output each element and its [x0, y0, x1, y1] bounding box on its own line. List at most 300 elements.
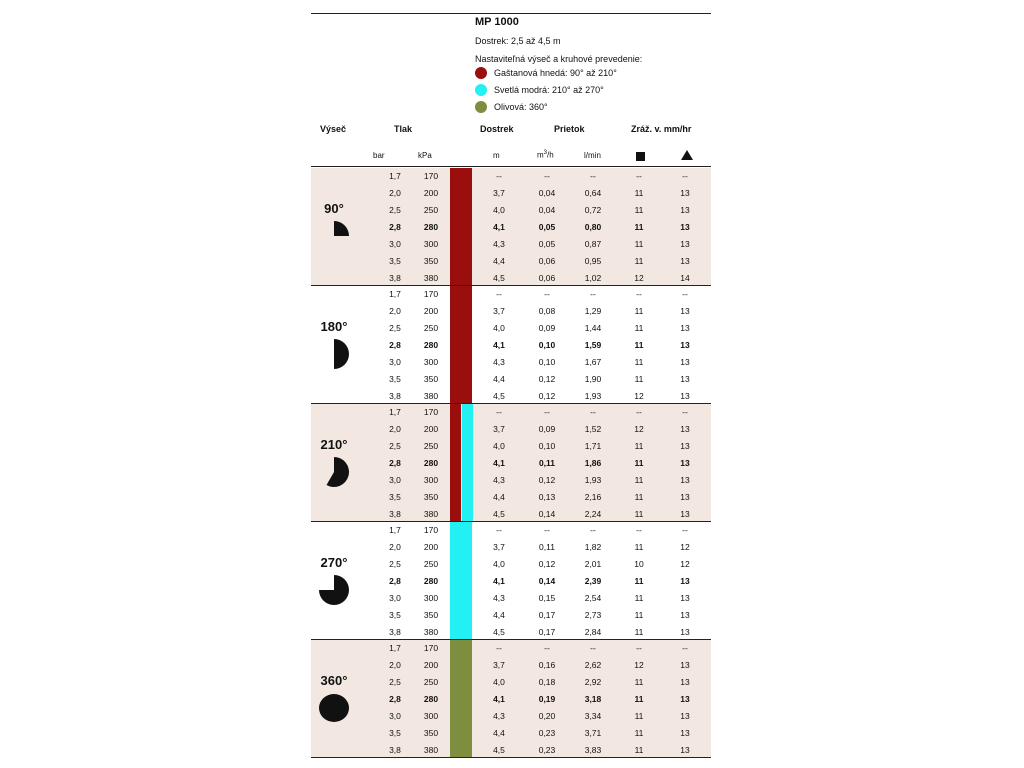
precip-square-cell: 11	[634, 374, 644, 384]
precip-square-cell: 11	[634, 627, 644, 637]
sector-angle-label: 270°	[320, 555, 348, 570]
radius-m-cell: --	[496, 171, 502, 181]
table-row	[311, 489, 711, 506]
pressure-kpa-cell: 200	[423, 424, 439, 434]
flow-m3h-cell: 0,15	[538, 593, 556, 603]
unit-kpa: kPa	[418, 151, 432, 160]
pressure-bar-cell: 1,7	[389, 407, 401, 417]
pressure-bar-cell: 2,5	[389, 559, 401, 569]
section-rule	[311, 757, 711, 758]
flow-m3h-cell: 0,12	[538, 391, 556, 401]
table-row	[311, 404, 711, 421]
precip-square-cell: 11	[634, 441, 644, 451]
precip-square-cell: 11	[634, 576, 644, 586]
pressure-bar-cell: 2,5	[389, 323, 401, 333]
precip-triangle-cell: 13	[680, 576, 690, 586]
flow-lmin-cell: 2,62	[584, 660, 602, 670]
pressure-kpa-cell: 380	[423, 273, 439, 283]
precip-square-cell: 11	[634, 306, 644, 316]
sector-section-360	[311, 640, 711, 757]
table-row	[311, 337, 711, 354]
precip-triangle-cell: 13	[680, 205, 690, 215]
precip-triangle-cell: 13	[680, 357, 690, 367]
table-row	[311, 421, 711, 438]
pressure-kpa-cell: 300	[423, 357, 439, 367]
pressure-bar-cell: 2,8	[389, 694, 401, 704]
pressure-bar-cell: 2,0	[389, 424, 401, 434]
pressure-kpa-cell: 170	[423, 289, 439, 299]
flow-m3h-cell: 0,09	[538, 323, 556, 333]
pressure-bar-cell: 3,8	[389, 509, 401, 519]
radius-m-cell: 4,0	[493, 559, 505, 569]
flow-lmin-cell: 1,44	[584, 323, 602, 333]
flow-lmin-cell: 1,93	[584, 391, 602, 401]
precip-triangle-cell: 13	[680, 492, 690, 502]
flow-lmin-cell: 2,73	[584, 610, 602, 620]
table-row	[311, 320, 711, 337]
flow-lmin-cell: 0,87	[584, 239, 602, 249]
table-row	[311, 590, 711, 607]
radius-m-cell: 4,0	[493, 677, 505, 687]
olive-dot-icon	[475, 101, 487, 113]
flow-lmin-cell: --	[590, 643, 596, 653]
pressure-bar-cell: 3,0	[389, 239, 401, 249]
flow-lmin-cell: 1,86	[584, 458, 602, 468]
flow-lmin-cell: 2,84	[584, 627, 602, 637]
precip-triangle-cell: 13	[680, 458, 690, 468]
precip-square-cell: 11	[634, 593, 644, 603]
radius-m-cell: 3,7	[493, 660, 505, 670]
flow-lmin-cell: 2,54	[584, 593, 602, 603]
unit-bar: bar	[373, 151, 385, 160]
flow-lmin-cell: 3,83	[584, 745, 602, 755]
radius-m-cell: 4,3	[493, 711, 505, 721]
flow-m3h-cell: 0,23	[538, 728, 556, 738]
flow-lmin-cell: 1,59	[584, 340, 602, 350]
flow-m3h-cell: 0,11	[538, 458, 556, 468]
header-precipitation: Zráž. v. mm/hr	[631, 124, 692, 134]
flow-m3h-cell: 0,05	[538, 222, 556, 232]
flow-m3h-cell: 0,17	[538, 610, 556, 620]
precip-square-cell: 11	[634, 745, 644, 755]
flow-m3h-cell: 0,16	[538, 660, 556, 670]
pressure-kpa-cell: 350	[423, 374, 439, 384]
precip-triangle-cell: 13	[680, 677, 690, 687]
legend-item-cyan	[475, 83, 604, 97]
flow-lmin-cell: 0,72	[584, 205, 602, 215]
table-row	[311, 236, 711, 253]
table-row	[311, 556, 711, 573]
flow-lmin-cell: 2,01	[584, 559, 602, 569]
flow-m3h-cell: 0,14	[538, 576, 556, 586]
flow-m3h-cell: 0,05	[538, 239, 556, 249]
table-row	[311, 539, 711, 556]
precip-triangle-cell: 13	[680, 660, 690, 670]
flow-lmin-cell: 2,24	[584, 509, 602, 519]
pressure-kpa-cell: 280	[423, 694, 439, 704]
precip-square-cell: --	[636, 407, 642, 417]
radius-m-cell: 3,7	[493, 306, 505, 316]
precip-triangle-cell: 13	[680, 509, 690, 519]
precip-square-cell: 11	[634, 694, 644, 704]
square-spacing-icon	[636, 152, 645, 161]
precip-square-cell: 11	[634, 509, 644, 519]
legend-label: Olivová: 360°	[494, 102, 548, 112]
precip-square-cell: --	[636, 171, 642, 181]
pressure-kpa-cell: 250	[423, 677, 439, 687]
table-row	[311, 202, 711, 219]
throw-range: Dostrek: 2,5 až 4,5 m	[475, 36, 561, 46]
legend-heading: Nastaviteľná výseč a kruhové prevedenie:	[475, 54, 643, 64]
radius-m-cell: 4,1	[493, 576, 505, 586]
precip-triangle-cell: 13	[680, 610, 690, 620]
flow-lmin-cell: 1,90	[584, 374, 602, 384]
precip-triangle-cell: 13	[680, 391, 690, 401]
table-row	[311, 522, 711, 539]
pressure-kpa-cell: 250	[423, 323, 439, 333]
cyan-dot-icon	[475, 84, 487, 96]
precip-square-cell: 11	[634, 323, 644, 333]
radius-m-cell: 4,1	[493, 222, 505, 232]
pressure-bar-cell: 3,0	[389, 357, 401, 367]
flow-lmin-cell: 3,34	[584, 711, 602, 721]
flow-m3h-cell: --	[544, 289, 550, 299]
pressure-kpa-cell: 380	[423, 391, 439, 401]
precip-triangle-cell: --	[682, 289, 688, 299]
sector-section-90	[311, 168, 711, 285]
precip-triangle-cell: 14	[680, 273, 690, 283]
radius-m-cell: 4,5	[493, 627, 505, 637]
sector-angle-label: 90°	[324, 201, 344, 216]
precip-square-cell: 11	[634, 475, 644, 485]
product-title: MP 1000	[475, 16, 519, 28]
radius-m-cell: 4,4	[493, 256, 505, 266]
precip-square-cell: 11	[634, 542, 644, 552]
radius-m-cell: 4,0	[493, 441, 505, 451]
pressure-kpa-cell: 350	[423, 610, 439, 620]
table-row	[311, 354, 711, 371]
table-row	[311, 253, 711, 270]
precip-triangle-cell: 13	[680, 239, 690, 249]
table-row	[311, 455, 711, 472]
pressure-bar-cell: 3,8	[389, 391, 401, 401]
flow-lmin-cell: 1,29	[584, 306, 602, 316]
flow-lmin-cell: 0,95	[584, 256, 602, 266]
legend-label: Gaštanová hnedá: 90° až 210°	[494, 68, 617, 78]
pressure-kpa-cell: 350	[423, 256, 439, 266]
precip-square-cell: 11	[634, 357, 644, 367]
flow-m3h-cell: 0,12	[538, 374, 556, 384]
flow-m3h-cell: --	[544, 643, 550, 653]
radius-m-cell: 4,0	[493, 205, 505, 215]
flow-lmin-cell: 1,02	[584, 273, 602, 283]
legend-item-olive	[475, 100, 548, 114]
flow-m3h-cell: 0,17	[538, 627, 556, 637]
radius-m-cell: 3,7	[493, 542, 505, 552]
precip-square-cell: 11	[634, 458, 644, 468]
flow-lmin-cell: 1,93	[584, 475, 602, 485]
flow-m3h-cell: 0,08	[538, 306, 556, 316]
table-row	[311, 691, 711, 708]
pressure-bar-cell: 2,5	[389, 441, 401, 451]
pressure-bar-cell: 2,0	[389, 542, 401, 552]
precip-triangle-cell: --	[682, 643, 688, 653]
flow-m3h-cell: --	[544, 525, 550, 535]
table-row	[311, 185, 711, 202]
flow-m3h-cell: 0,10	[538, 441, 556, 451]
flow-lmin-cell: 3,71	[584, 728, 602, 738]
precip-triangle-cell: --	[682, 525, 688, 535]
pressure-bar-cell: 3,8	[389, 745, 401, 755]
flow-lmin-cell: 1,71	[584, 441, 602, 451]
pressure-kpa-cell: 200	[423, 306, 439, 316]
pressure-bar-cell: 3,5	[389, 728, 401, 738]
flow-m3h-cell: 0,06	[538, 273, 556, 283]
header-dostrek: Dostrek	[480, 124, 514, 134]
table-row	[311, 286, 711, 303]
pressure-bar-cell: 2,5	[389, 205, 401, 215]
radius-m-cell: 4,4	[493, 374, 505, 384]
precip-square-cell: 11	[634, 728, 644, 738]
table-row	[311, 725, 711, 742]
pressure-bar-cell: 2,8	[389, 340, 401, 350]
pressure-bar-cell: 2,8	[389, 222, 401, 232]
pressure-bar-cell: 1,7	[389, 171, 401, 181]
unit-m: m	[493, 151, 500, 160]
pressure-kpa-cell: 170	[423, 643, 439, 653]
precip-triangle-cell: 13	[680, 374, 690, 384]
table-row	[311, 219, 711, 236]
triangle-spacing-icon	[681, 150, 693, 160]
pressure-bar-cell: 1,7	[389, 289, 401, 299]
precip-square-cell: 12	[634, 660, 644, 670]
radius-m-cell: --	[496, 525, 502, 535]
flow-m3h-cell: 0,19	[538, 694, 556, 704]
pressure-bar-cell: 2,0	[389, 660, 401, 670]
flow-m3h-cell: 0,10	[538, 357, 556, 367]
pressure-bar-cell: 3,0	[389, 711, 401, 721]
pressure-kpa-cell: 380	[423, 509, 439, 519]
precip-triangle-cell: 12	[680, 559, 690, 569]
pressure-bar-cell: 2,0	[389, 188, 401, 198]
radius-m-cell: 4,0	[493, 323, 505, 333]
precip-triangle-cell: --	[682, 407, 688, 417]
flow-m3h-cell: 0,12	[538, 559, 556, 569]
precip-square-cell: 11	[634, 239, 644, 249]
radius-m-cell: 4,1	[493, 694, 505, 704]
radius-m-cell: 4,1	[493, 458, 505, 468]
radius-m-cell: 4,5	[493, 509, 505, 519]
table-row	[311, 657, 711, 674]
radius-m-cell: 4,5	[493, 273, 505, 283]
flow-lmin-cell: --	[590, 171, 596, 181]
table-row	[311, 640, 711, 657]
pressure-kpa-cell: 280	[423, 340, 439, 350]
sector-section-270	[311, 522, 711, 639]
flow-lmin-cell: 1,67	[584, 357, 602, 367]
unit-lmin: l/min	[584, 151, 601, 160]
precip-square-cell: --	[636, 289, 642, 299]
precip-square-cell: 11	[634, 222, 644, 232]
pressure-kpa-cell: 250	[423, 441, 439, 451]
radius-m-cell: 4,4	[493, 728, 505, 738]
flow-m3h-cell: 0,18	[538, 677, 556, 687]
pressure-bar-cell: 3,5	[389, 610, 401, 620]
flow-lmin-cell: 0,80	[584, 222, 602, 232]
maroon-dot-icon	[475, 67, 487, 79]
radius-m-cell: --	[496, 289, 502, 299]
header-tlak: Tlak	[394, 124, 413, 134]
radius-m-cell: 4,3	[493, 475, 505, 485]
flow-m3h-cell: 0,09	[538, 424, 556, 434]
sector-section-180	[311, 286, 711, 403]
precip-square-cell: 12	[634, 424, 644, 434]
pressure-bar-cell: 3,5	[389, 374, 401, 384]
pressure-bar-cell: 3,5	[389, 256, 401, 266]
pressure-bar-cell: 3,0	[389, 475, 401, 485]
radius-m-cell: --	[496, 407, 502, 417]
pressure-kpa-cell: 250	[423, 559, 439, 569]
radius-m-cell: 4,3	[493, 239, 505, 249]
pressure-kpa-cell: 380	[423, 745, 439, 755]
radius-m-cell: 4,4	[493, 610, 505, 620]
flow-m3h-cell: 0,20	[538, 711, 556, 721]
pressure-bar-cell: 3,0	[389, 593, 401, 603]
flow-lmin-cell: --	[590, 525, 596, 535]
pressure-kpa-cell: 280	[423, 576, 439, 586]
radius-m-cell: 4,5	[493, 391, 505, 401]
legend-label: Svetlá modrá: 210° až 270°	[494, 85, 604, 95]
flow-m3h-cell: 0,06	[538, 256, 556, 266]
flow-m3h-cell: 0,10	[538, 340, 556, 350]
precip-triangle-cell: 13	[680, 745, 690, 755]
pressure-kpa-cell: 350	[423, 728, 439, 738]
precip-triangle-cell: 13	[680, 340, 690, 350]
precip-square-cell: 11	[634, 492, 644, 502]
pressure-bar-cell: 3,8	[389, 273, 401, 283]
pressure-kpa-cell: 170	[423, 525, 439, 535]
precip-square-cell: 11	[634, 188, 644, 198]
table-row	[311, 573, 711, 590]
flow-m3h-cell: 0,23	[538, 745, 556, 755]
radius-m-cell: 3,7	[493, 424, 505, 434]
unit-m3h: $m^3/h$	[537, 150, 554, 160]
precip-square-cell: 11	[634, 677, 644, 687]
header-prietok: Prietok	[554, 124, 585, 134]
pressure-kpa-cell: 280	[423, 458, 439, 468]
precip-square-cell: 11	[634, 256, 644, 266]
precip-square-cell: 12	[634, 391, 644, 401]
pressure-kpa-cell: 200	[423, 660, 439, 670]
precip-triangle-cell: 13	[680, 222, 690, 232]
precip-triangle-cell: 13	[680, 694, 690, 704]
precip-triangle-cell: 13	[680, 306, 690, 316]
sector-section-210	[311, 404, 711, 521]
flow-lmin-cell: 0,64	[584, 188, 602, 198]
pressure-kpa-cell: 280	[423, 222, 439, 232]
precip-square-cell: 11	[634, 711, 644, 721]
flow-lmin-cell: --	[590, 289, 596, 299]
radius-m-cell: 4,5	[493, 745, 505, 755]
table-row	[311, 303, 711, 320]
table-row	[311, 472, 711, 489]
pressure-kpa-cell: 200	[423, 542, 439, 552]
pressure-kpa-cell: 380	[423, 627, 439, 637]
sector-angle-label: 210°	[320, 437, 348, 452]
legend-item-maroon	[475, 66, 617, 80]
pressure-kpa-cell: 300	[423, 711, 439, 721]
precip-triangle-cell: 13	[680, 593, 690, 603]
flow-m3h-cell: 0,14	[538, 509, 556, 519]
flow-m3h-cell: 0,04	[538, 205, 556, 215]
pressure-bar-cell: 2,5	[389, 677, 401, 687]
precip-triangle-cell: 13	[680, 323, 690, 333]
pressure-kpa-cell: 350	[423, 492, 439, 502]
flow-m3h-cell: 0,13	[538, 492, 556, 502]
sector-angle-label: 180°	[320, 319, 348, 334]
header-rule	[311, 166, 711, 167]
table-row	[311, 438, 711, 455]
precip-triangle-cell: 13	[680, 728, 690, 738]
pressure-bar-cell: 1,7	[389, 643, 401, 653]
flow-lmin-cell: 2,16	[584, 492, 602, 502]
flow-lmin-cell: 3,18	[584, 694, 602, 704]
table-row	[311, 674, 711, 691]
table-row	[311, 607, 711, 624]
radius-m-cell: 4,3	[493, 593, 505, 603]
pressure-kpa-cell: 300	[423, 593, 439, 603]
precip-triangle-cell: 13	[680, 188, 690, 198]
flow-m3h-cell: 0,11	[539, 542, 555, 552]
pressure-kpa-cell: 200	[423, 188, 439, 198]
table-row	[311, 371, 711, 388]
precip-triangle-cell: 13	[680, 627, 690, 637]
precip-triangle-cell: --	[682, 171, 688, 181]
pressure-bar-cell: 2,8	[389, 458, 401, 468]
pressure-bar-cell: 3,8	[389, 627, 401, 637]
precip-square-cell: 12	[634, 273, 644, 283]
flow-m3h-cell: 0,12	[538, 475, 556, 485]
flow-lmin-cell: 2,39	[584, 576, 602, 586]
precip-triangle-cell: 13	[680, 441, 690, 451]
precip-triangle-cell: 13	[680, 711, 690, 721]
precip-square-cell: 11	[634, 205, 644, 215]
precip-square-cell: --	[636, 525, 642, 535]
pressure-bar-cell: 1,7	[389, 525, 401, 535]
flow-m3h-cell: --	[544, 171, 550, 181]
pressure-kpa-cell: 170	[423, 407, 439, 417]
pressure-bar-cell: 2,8	[389, 576, 401, 586]
radius-m-cell: 4,4	[493, 492, 505, 502]
precip-triangle-cell: 13	[680, 475, 690, 485]
flow-m3h-cell: --	[544, 407, 550, 417]
pressure-kpa-cell: 300	[423, 475, 439, 485]
top-rule	[311, 13, 711, 14]
precip-square-cell: --	[636, 643, 642, 653]
table-row	[311, 708, 711, 725]
precip-square-cell: 10	[634, 559, 644, 569]
precip-triangle-cell: 13	[680, 424, 690, 434]
precip-triangle-cell: 12	[680, 542, 690, 552]
sector-angle-label: 360°	[320, 673, 348, 688]
pressure-bar-cell: 3,5	[389, 492, 401, 502]
flow-m3h-cell: 0,04	[538, 188, 556, 198]
radius-m-cell: 4,1	[493, 340, 505, 350]
flow-lmin-cell: 2,92	[584, 677, 602, 687]
table-row	[311, 168, 711, 185]
pressure-bar-cell: 2,0	[389, 306, 401, 316]
flow-lmin-cell: --	[590, 407, 596, 417]
